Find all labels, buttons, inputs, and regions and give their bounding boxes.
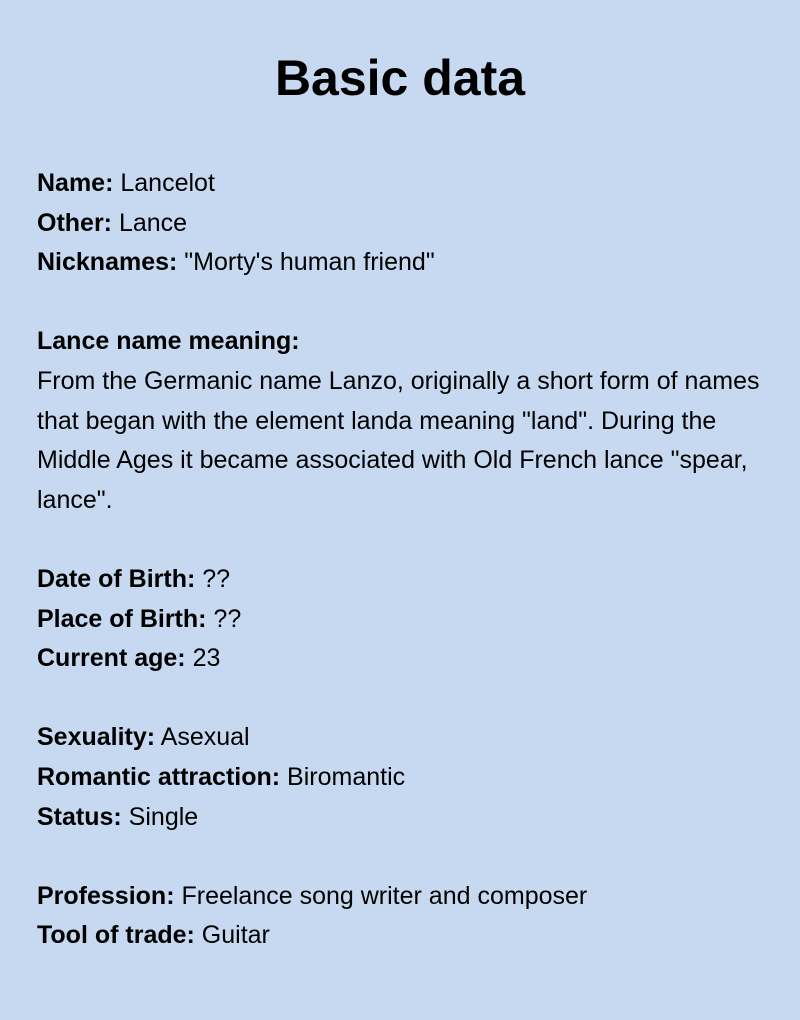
name-meaning-label: Lance name meaning: xyxy=(37,327,300,356)
section-spacer xyxy=(37,283,763,323)
career-group xyxy=(37,877,763,956)
nicknames-row xyxy=(37,243,763,283)
basic-data-content xyxy=(37,164,763,956)
current-age-row xyxy=(37,639,763,679)
place-of-birth-value: ?? xyxy=(206,604,242,633)
date-of-birth-row xyxy=(37,560,763,600)
nicknames-value: "Morty's human friend" xyxy=(177,248,435,277)
status-row xyxy=(37,798,763,838)
profession-row xyxy=(37,877,763,917)
other-name-label: Other: xyxy=(37,208,112,237)
current-age-value: 23 xyxy=(185,644,221,673)
place-of-birth-label: Place of Birth: xyxy=(37,604,207,633)
tool-of-trade-row xyxy=(37,916,763,956)
romantic-attraction-value: Biromantic xyxy=(280,762,406,791)
section-spacer xyxy=(37,679,763,719)
place-of-birth-row xyxy=(37,600,763,640)
date-of-birth-label: Date of Birth: xyxy=(37,564,196,593)
name-meaning-text: From the Germanic name Lanzo, originally a short form of names that began with the element landa meaning "land". During the Middle Ages it became associated with Old French lance "spear, lance". xyxy=(37,366,760,514)
name-group xyxy=(37,164,763,283)
relationship-group xyxy=(37,718,763,837)
name-value: Lancelot xyxy=(113,169,215,197)
page-title: Basic data xyxy=(274,50,526,106)
sexuality-row xyxy=(37,718,763,758)
other-name-value: Lance xyxy=(112,208,188,237)
profession-value: Freelance song writer and composer xyxy=(174,881,588,910)
sexuality-label: Sexuality: xyxy=(37,723,156,752)
tool-of-trade-value: Guitar xyxy=(194,921,270,950)
sexuality-value: Asexual xyxy=(155,723,250,752)
name-row xyxy=(37,164,763,204)
tool-of-trade-label: Tool of trade: xyxy=(37,921,195,950)
name-meaning-group xyxy=(37,322,763,520)
name-label: Name: xyxy=(37,169,114,197)
status-value: Single xyxy=(121,802,199,831)
current-age-label: Current age: xyxy=(37,644,186,673)
birth-age-group xyxy=(37,560,763,679)
romantic-attraction-row xyxy=(37,758,763,798)
nicknames-label: Nicknames: xyxy=(37,248,178,277)
status-label: Status: xyxy=(37,802,122,831)
section-spacer xyxy=(37,520,763,560)
profession-label: Profession: xyxy=(37,881,175,910)
romantic-attraction-label: Romantic attraction: xyxy=(37,762,281,791)
date-of-birth-value: ?? xyxy=(195,564,231,593)
section-spacer xyxy=(37,837,763,877)
other-name-row xyxy=(37,204,763,244)
